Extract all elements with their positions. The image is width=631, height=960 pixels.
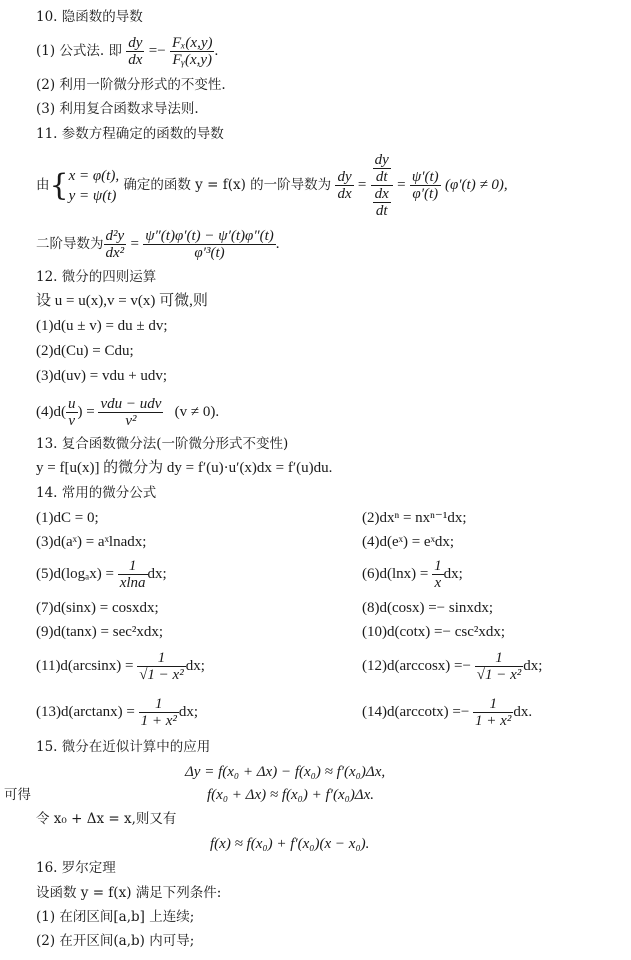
fraction-quotient-rule: vdu − udv v² [100,396,162,430]
text-second-derivative: 二阶导数为 [36,236,104,252]
approx-let: 令 x₀ + Δx = x,则又有 [36,811,177,827]
text-first-derivative: 确定的函数 y = f(x) 的一阶导数为 [123,177,332,193]
brace: { [49,167,69,203]
arith-rule-4: (4)d( $\frac{u}{v}$ ) = vdu − udv v² (v ≠ 0). [36,396,220,430]
rolle-intro: 设函数 y = f(x) 满足下列条件: [36,885,222,901]
compound-fraction: $\frac{dy}{dt}$ $\frac{dx}{dt}$ [371,152,393,219]
equals-minus: =− [148,43,166,59]
diff-formula-13: (13)d(arctanx) = $\frac{1}{\text{1 + x²}}$ dx; [36,696,199,730]
heading-rolle-theorem: 16. 罗尔定理 [36,860,116,876]
fraction-second-derivative: $\frac{\psi''(t)\varphi'(t) - \psi'(t)\varphi''(t)}{\text{φ′³(t)}}$ [145,228,274,261]
rolle-condition-2: (2) 在开区间(a,b) 内可导; [36,933,195,949]
fraction-dy-dx: $\frac{dy}{dx}$ [128,35,143,68]
parametric-second-derivative: 二阶导数为 $\frac{\text{d²y}}{\text{dx²}}$ = $\frac{\psi''(t)\varphi'(t) - \psi'(t)\varphi''(t)}{\text{φ′³(t)}}$ . [36,228,280,261]
diff-formula-7: (7)d(sinx) = cosxdx; [36,600,159,616]
arith-rule-3: (3)d(uv) = vdu + udv; [36,368,168,384]
heading-composite-differential: 13. 复合函数微分法(一阶微分形式不变性) [36,436,289,452]
parametric-first-derivative [36,152,508,219]
fraction-dy-dx: $\frac{dy}{dx}$ [337,169,352,202]
arith-intro: 设 u = u(x),v = v(x) 可微,则 [36,293,208,309]
diff-formula-6: (6)d(lnx) = $\frac{1}{x}$ dx; [362,558,463,592]
diff-formula-4: (4)d(eˣ) = eˣdx; [362,534,455,550]
fraction-arctan: $\frac{1}{\text{1 + x²}}$ [140,696,177,730]
fraction-arccos: $\frac{1}{\text{√1 − x²}}$ [476,650,522,684]
text-kede: 可得 [4,787,31,803]
diff-formula-5: (5)d(logₐx) = $\frac{1}{xlna}$ dx; [36,558,167,592]
heading-common-differentials: 14. 常用的微分公式 [36,485,157,501]
fraction-arccot: $\frac{1}{\text{1 + x²}}$ [475,696,512,730]
heading-differential-arithmetic: 12. 微分的四则运算 [36,269,157,285]
diff-formula-11: (11)d(arcsinx) = $\frac{1}{\text{√1 − x²}}$ dx; [36,650,205,684]
fraction-arcsin: $\frac{1}{\text{√1 − x²}}$ [139,650,184,684]
arith-rule-1: (1)d(u ± v) = du ± dv; [36,318,168,334]
equals: = [357,177,367,193]
fraction-1-x: $\frac{1}{x}$ [434,558,442,592]
rolle-condition-1: (1) 在闭区间[a,b] 上连续; [36,909,195,925]
diff-formula-1: (1)dC = 0; [36,510,99,526]
approx-eq-3: f(x) ≈ f(x₀) + f′(x₀)(x − x₀). [210,836,370,852]
fraction-d2y-dx2: $\frac{\text{d²y}}{\text{dx²}}$ [105,228,125,261]
diff-formula-9: (9)d(tanx) = sec²xdx; [36,624,164,640]
diff-formula-12: (12)d(arccosx) =− $\frac{1}{\text{√1 − x²}}$ dx; [362,650,543,684]
equals: = [130,236,139,252]
diff-formula-2: (2)dxⁿ = nxⁿ⁻¹dx; [362,510,467,526]
fraction-1-xlna: $\frac{1}{xlna}$ [119,558,146,592]
heading-parametric-derivative: 11. 参数方程确定的函数的导数 [36,126,224,142]
diff-formula-14: (14)d(arccotx) =− $\frac{1}{\text{1 + x²}}$ dx. [362,696,533,730]
heading-approximation: 15. 微分在近似计算中的应用 [36,739,211,755]
equals: = [397,177,406,193]
item-label: (1) 公式法. 即 [36,43,122,59]
implicit-item-3: (3) 利用复合函数求导法则. [36,101,199,117]
parametric-system: x = φ(t), y = ψ(t) [68,167,120,204]
fraction-psi-phi: $\frac{\psi'(t)}{\varphi'(t)}$ [411,169,439,202]
diff-formula-8: (8)d(cosx) =− sinxdx; [362,600,494,616]
fraction-fx-fy: $\frac{\text{Fₓ(x,y)}}{\text{Fᵧ(x,y)}}$ [171,35,213,68]
composite-formula: y = f[u(x)] 的微分为 dy = f′(u)·u′(x)dx = f′(u)du. [36,460,333,476]
fraction-u-v: $\frac{u}{v}$ [68,396,76,430]
diff-formula-3: (3)d(aˣ) = aˣlnadx; [36,534,147,550]
condition: (φ′(t) ≠ 0), [444,177,508,193]
implicit-formula-line: (1) 公式法. 即 $\frac{dy}{dx}$ =− $\frac{\text{Fₓ(x,y)}}{\text{Fᵧ(x,y)}}$ . [36,35,219,68]
arith-rule-2: (2)d(Cu) = Cdu; [36,343,134,359]
diff-formula-10: (10)d(cotx) =− csc²xdx; [362,624,506,640]
text-you: 由 [36,177,50,193]
implicit-item-2: (2) 利用一阶微分形式的不变性. [36,77,226,93]
approx-eq-2: f(x₀ + Δx) ≈ f(x₀) + f′(x₀)Δx. [207,787,375,803]
approx-eq-1: Δy = f(x₀ + Δx) − f(x₀) ≈ f′(x₀)Δx, [185,764,386,780]
heading-implicit-derivative: 10. 隐函数的导数 [36,9,143,25]
